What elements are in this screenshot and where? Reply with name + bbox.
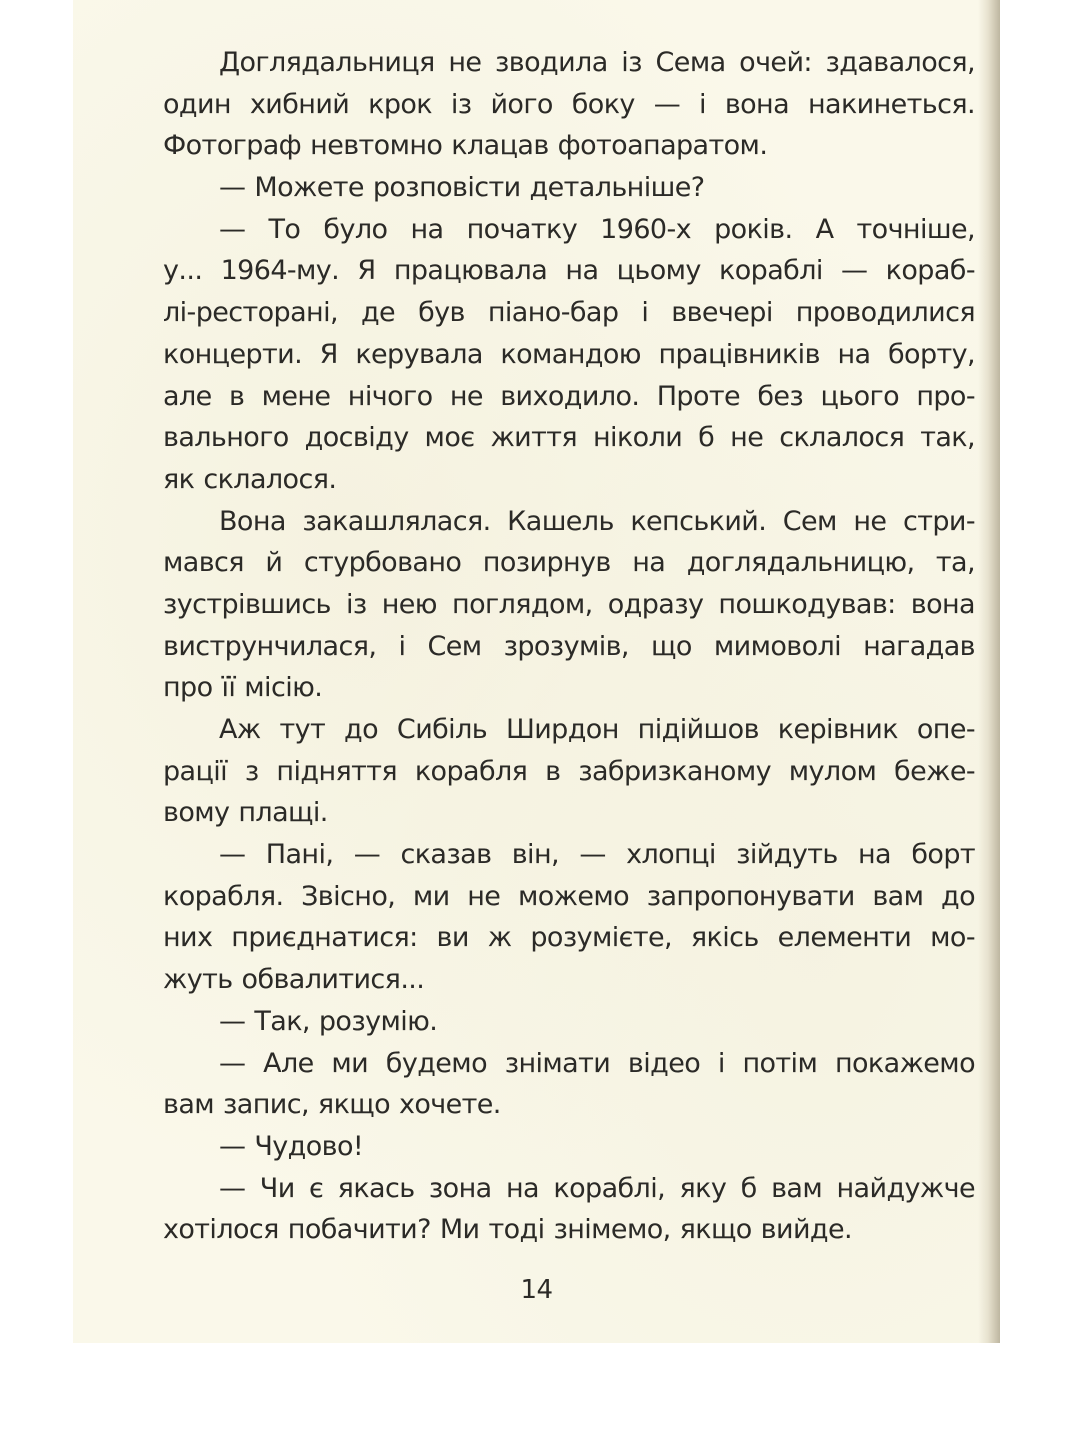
text-line: — Так, розумію. — [219, 1005, 438, 1037]
text-line: як склалося. — [163, 463, 337, 495]
text-line: — Чудово! — [219, 1130, 364, 1162]
text-line: — Можете розповісти детальніше? — [219, 172, 705, 204]
text-line: мався й стурбовано позирнув на доглядальницю, та, — [163, 547, 975, 579]
text-line: один хибний крок із його боку — і вона накинеться. — [163, 88, 975, 120]
text-line: лі-ресторані, де був піано-бар і ввечері проводилися — [163, 297, 975, 329]
text-line: Вона закашлялася. Кашель кепський. Сем не стри- — [219, 505, 975, 537]
text-line: зустрівшись із нею поглядом, одразу пошкодував: вона — [163, 588, 975, 620]
text-line: концерти. Я керувала командою працівників на борту, — [163, 338, 975, 370]
text-line: них приєднатися: ви ж розумієте, якісь елементи мо- — [163, 922, 975, 954]
text-line: виструнчилася, і Сем зрозумів, що мимоволі нагадав — [163, 630, 975, 662]
text-line: Аж тут до Сибіль Ширдон підійшов керівник опе- — [219, 714, 975, 745]
text-line: рації з підняття корабля в забризканому мулом беже- — [163, 755, 975, 787]
page-text — [163, 42, 975, 1251]
text-line: вального досвіду моє життя ніколи б не склалося так, — [163, 422, 975, 454]
page-edge-shadow — [978, 0, 1000, 1343]
text-line: жуть обвалитися... — [163, 964, 425, 996]
text-line: — То було на початку 1960-х років. А точніше, — [219, 213, 975, 245]
text-line: — Чи є якась зона на кораблі, яку б вам найдужче — [219, 1172, 975, 1204]
book-page — [73, 0, 1000, 1343]
text-line: корабля. Звісно, ми не можемо запропонувати вам до — [163, 880, 975, 912]
text-line: але в мене нічого не виходило. Проте без цього про- — [163, 380, 975, 412]
text-line: Фотограф невтомно клацав фотоапаратом. — [163, 130, 768, 162]
page-number: 14 — [520, 1275, 553, 1305]
text-line: Доглядальниця не зводила із Сема очей: здавалося, — [219, 47, 975, 78]
text-line: про її місію. — [163, 672, 323, 704]
text-line: вому плащі. — [163, 797, 328, 829]
text-line: — Але ми будемо знімати відео і потім покажемо — [219, 1047, 975, 1079]
text-line: у... 1964-му. Я працювала на цьому кораблі — кораб- — [163, 255, 975, 287]
text-line: хотілося побачити? Ми тоді знімемо, якщо вийде. — [163, 1214, 852, 1246]
text-line: — Пані, — сказав він, — хлопці зійдуть на борт — [219, 839, 975, 871]
text-line: вам запис, якщо хочете. — [163, 1089, 501, 1121]
